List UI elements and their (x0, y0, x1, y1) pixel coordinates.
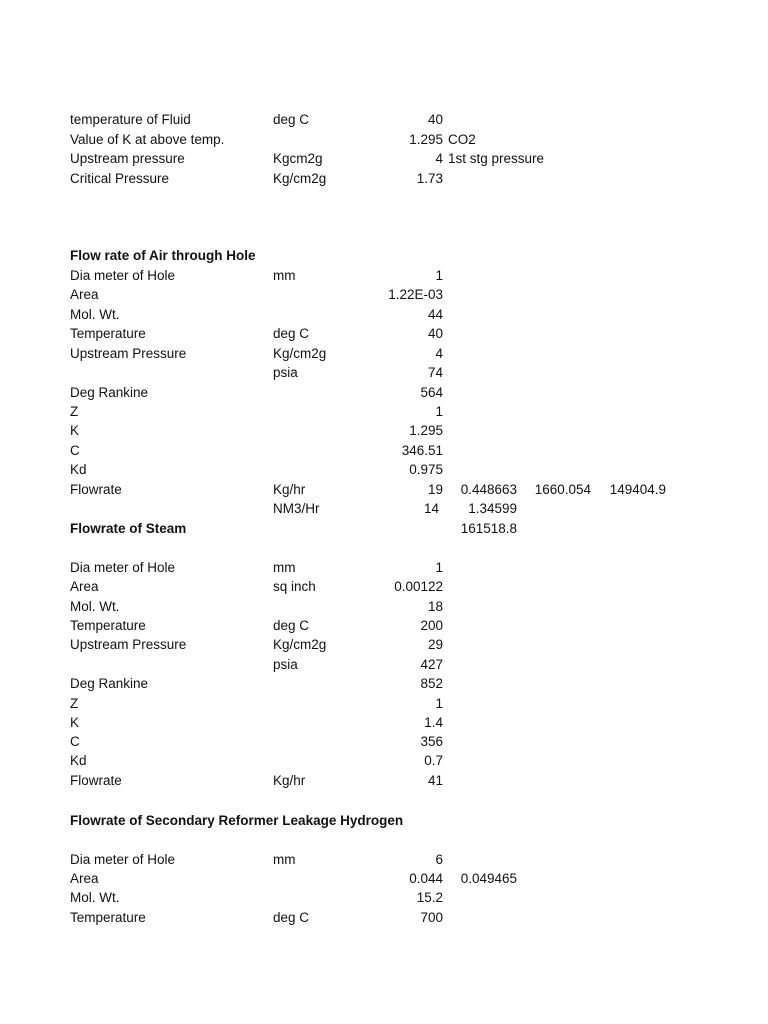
steam-row (0, 732, 768, 751)
row-label: Kd (70, 462, 87, 477)
row-value: 1.22E-03 (388, 287, 443, 302)
air-row (0, 285, 768, 304)
row-value: 427 (420, 657, 443, 672)
row-label: Temperature (70, 618, 146, 633)
row-unit: Kg/cm2g (273, 346, 327, 361)
steam-row (0, 655, 768, 674)
row-value: 1.295 (409, 423, 443, 438)
steam-row (0, 597, 768, 616)
steam-row (0, 751, 768, 770)
row-unit: deg C (273, 326, 310, 341)
row-label: temperature of Fluid (70, 112, 191, 127)
row-value: 6 (435, 852, 443, 867)
steam-row (0, 558, 768, 577)
fluid-row (0, 110, 768, 129)
row-value: 14 (423, 501, 439, 516)
row-note: CO2 (448, 132, 476, 147)
row-value: 1.295 (409, 132, 443, 147)
row-label: Area (70, 579, 99, 594)
row-unit: deg C (273, 618, 310, 633)
row-unit: Kg/hr (273, 482, 306, 497)
row-value: 74 (427, 365, 443, 380)
row-extra-value: 149404.9 (609, 482, 666, 497)
air-row (0, 305, 768, 324)
row-unit: Kg/hr (273, 773, 306, 788)
section-title: Flowrate of Steam (70, 521, 187, 536)
row-label: Dia meter of Hole (70, 560, 176, 575)
row-label: Flowrate (70, 482, 122, 497)
row-value: 4 (435, 151, 443, 166)
row-value: 19 (427, 482, 443, 497)
fluid-row (0, 149, 768, 168)
row-label: Value of K at above temp. (70, 132, 225, 147)
row-value: 1 (435, 268, 443, 283)
air-row (0, 383, 768, 402)
row-value: 4 (435, 346, 443, 361)
steam-row (0, 694, 768, 713)
row-label: Dia meter of Hole (70, 852, 176, 867)
row-unit: Kg/cm2g (273, 637, 327, 652)
row-value: 1 (435, 696, 443, 711)
row-label: Z (70, 696, 79, 711)
row-label: Flowrate (70, 773, 122, 788)
row-value: 356 (420, 734, 443, 749)
steam-row (0, 577, 768, 596)
row-unit: mm (273, 560, 296, 575)
row-extra-value: 0.448663 (460, 482, 517, 497)
steam-row (0, 635, 768, 654)
section-heading-hydrogen (0, 811, 768, 830)
row-label: Upstream pressure (70, 151, 185, 166)
section-title: Flowrate of Secondary Reformer Leakage Hydrogen (70, 813, 404, 828)
row-unit: psia (273, 657, 298, 672)
row-value: 0.7 (424, 753, 443, 768)
air-flowrate-nm3-row (0, 499, 768, 518)
section-heading-air (0, 246, 768, 265)
row-label: Z (70, 404, 79, 419)
row-extra-value: 0.049465 (460, 871, 517, 886)
section-title: Flow rate of Air through Hole (70, 248, 256, 263)
row-value: 1.4 (424, 715, 443, 730)
row-value: 41 (427, 773, 443, 788)
row-label: Upstream Pressure (70, 346, 187, 361)
row-value: 346.51 (401, 443, 443, 458)
row-label: Kd (70, 753, 87, 768)
row-label: Deg Rankine (70, 385, 149, 400)
row-label: C (70, 443, 80, 458)
row-label: Mol. Wt. (70, 307, 120, 322)
steam-row (0, 674, 768, 693)
steam-row (0, 616, 768, 635)
row-note: 1st stg pressure (448, 151, 545, 166)
row-unit: Kgcm2g (273, 151, 323, 166)
row-value: 29 (427, 637, 443, 652)
row-label: Temperature (70, 910, 146, 925)
row-extra-value: 161518.8 (460, 521, 517, 536)
hydrogen-row (0, 869, 768, 888)
row-value: 44 (427, 307, 443, 322)
air-row (0, 421, 768, 440)
fluid-row (0, 169, 768, 188)
steam-flowrate-row (0, 771, 768, 790)
air-row (0, 363, 768, 382)
row-value: 0.044 (409, 871, 443, 886)
row-value: 1.73 (416, 171, 443, 186)
row-unit: NM3/Hr (273, 501, 320, 516)
row-label: Dia meter of Hole (70, 268, 176, 283)
air-row (0, 344, 768, 363)
row-unit: mm (273, 268, 296, 283)
row-value: 40 (427, 112, 443, 127)
row-extra-value: 1660.054 (534, 482, 591, 497)
air-row (0, 441, 768, 460)
air-flowrate-row (0, 480, 768, 499)
air-row (0, 460, 768, 479)
row-label: K (70, 715, 80, 730)
row-label: Mol. Wt. (70, 890, 120, 905)
row-unit: deg C (273, 910, 310, 925)
row-extra-value: 1.34599 (468, 501, 517, 516)
steam-row (0, 713, 768, 732)
row-unit: psia (273, 365, 298, 380)
row-unit: mm (273, 852, 296, 867)
fluid-row (0, 130, 768, 149)
air-row (0, 266, 768, 285)
row-label: K (70, 423, 80, 438)
row-unit: Kg/cm2g (273, 171, 327, 186)
row-label: Mol. Wt. (70, 599, 120, 614)
row-label: Area (70, 287, 99, 302)
row-unit: deg C (273, 112, 310, 127)
row-unit: sq inch (273, 579, 316, 594)
row-value: 852 (420, 676, 443, 691)
row-value: 564 (420, 385, 443, 400)
row-label: Critical Pressure (70, 171, 170, 186)
row-value: 0.00122 (394, 579, 443, 594)
row-value: 1 (435, 404, 443, 419)
air-row (0, 324, 768, 343)
row-value: 700 (420, 910, 443, 925)
row-label: Temperature (70, 326, 146, 341)
air-row (0, 402, 768, 421)
section-heading-steam (0, 519, 768, 538)
row-value: 40 (427, 326, 443, 341)
hydrogen-row (0, 908, 768, 927)
row-value: 1 (435, 560, 443, 575)
row-value: 18 (427, 599, 443, 614)
row-label: Area (70, 871, 99, 886)
row-value: 15.2 (416, 890, 443, 905)
row-value: 200 (420, 618, 443, 633)
hydrogen-row (0, 850, 768, 869)
row-label: C (70, 734, 80, 749)
row-label: Upstream Pressure (70, 637, 187, 652)
row-label: Deg Rankine (70, 676, 149, 691)
hydrogen-row (0, 888, 768, 907)
row-value: 0.975 (409, 462, 443, 477)
